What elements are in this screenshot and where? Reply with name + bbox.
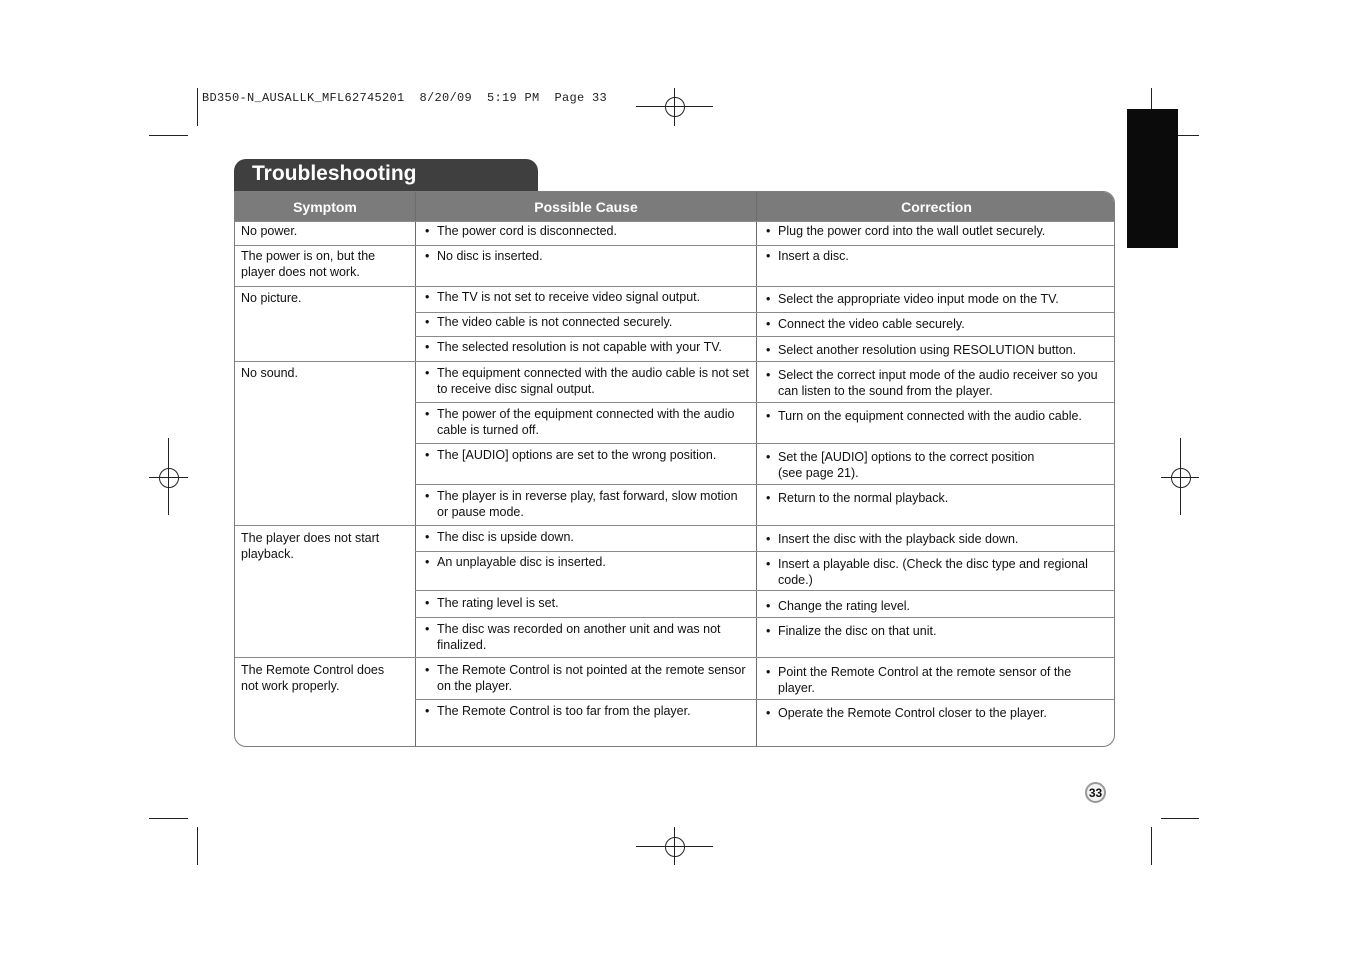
crop-mark <box>197 827 198 865</box>
crop-mark <box>149 818 188 819</box>
correction-item: • Select the appropriate video input mode on the TV. <box>763 291 1112 307</box>
cause-item: • No disc is inserted. <box>422 248 752 264</box>
registration-circle <box>665 97 685 117</box>
troubleshooting-table <box>234 191 1115 747</box>
print-slug: BD350-N_AUSALLK_MFL62745201 8/20/09 5:19 PM Page 33 <box>202 91 608 105</box>
crop-mark <box>197 88 198 126</box>
correction-item: • Return to the normal playback. <box>763 490 1112 506</box>
correction-item: • Select another resolution using RESOLUTION button. <box>763 342 1112 358</box>
page-number: 33 <box>1085 782 1106 803</box>
correction-item: • Operate the Remote Control closer to the player. <box>763 705 1112 721</box>
symptom-cell: The power is on, but the player does not work. <box>241 249 376 279</box>
correction-item: • Insert a disc. <box>763 248 1112 264</box>
subrow-divider <box>415 699 1114 700</box>
subrow-divider <box>415 443 1114 444</box>
header-symptom: Symptom <box>235 192 415 222</box>
row-divider <box>235 286 1114 287</box>
symptom-cell: No sound. <box>241 366 298 380</box>
symptom-cell: No power. <box>241 224 298 238</box>
cause-item: • The video cable is not connected securely. <box>422 314 752 330</box>
header-cause: Possible Cause <box>416 192 756 222</box>
subrow-divider <box>415 484 1114 485</box>
registration-circle <box>159 468 179 488</box>
cause-item: • An unplayable disc is inserted. <box>422 554 752 570</box>
correction-item: • Finalize the disc on that unit. <box>763 623 1112 639</box>
cause-item: • The selected resolution is not capable with your TV. <box>422 339 752 355</box>
row-divider <box>235 245 1114 246</box>
column-divider <box>415 192 416 746</box>
row-divider <box>235 221 1114 222</box>
cause-item: • The disc is upside down. <box>422 529 752 545</box>
correction-item: • Connect the video cable securely. <box>763 316 1112 332</box>
correction-item: • Change the rating level. <box>763 598 1112 614</box>
chapter-tab <box>1127 109 1178 248</box>
subrow-divider <box>415 551 1114 552</box>
correction-item: • Plug the power cord into the wall outlet securely. <box>763 223 1112 239</box>
registration-circle <box>665 837 685 857</box>
cause-item: • The Remote Control is not pointed at the remote sensor on the player. <box>422 662 752 694</box>
cause-item: • The TV is not set to receive video signal output. <box>422 289 752 305</box>
cause-item: • The power cord is disconnected. <box>422 223 752 239</box>
subrow-divider <box>415 336 1114 337</box>
subrow-divider <box>415 402 1114 403</box>
cause-item: • The disc was recorded on another unit and was not finalized. <box>422 621 737 653</box>
correction-item: • Turn on the equipment connected with the audio cable. <box>763 408 1112 424</box>
correction-item: • Point the Remote Control at the remote sensor of the player. <box>763 664 1093 696</box>
correction-item: • Insert the disc with the playback side down. <box>763 531 1112 547</box>
symptom-cell: No picture. <box>241 291 302 305</box>
subrow-divider <box>415 617 1114 618</box>
page-title: Troubleshooting <box>252 162 417 185</box>
subrow-divider <box>415 312 1114 313</box>
row-divider <box>235 657 1114 658</box>
symptom-cell: The player does not start playback. <box>241 531 380 561</box>
correction-item: • Insert a playable disc. (Check the disc type and regional code.) <box>763 556 1112 588</box>
cause-item: • The power of the equipment connected with the audio cable is turned off. <box>422 406 752 438</box>
registration-circle <box>1171 468 1191 488</box>
subrow-divider <box>415 590 1114 591</box>
cause-item: • The Remote Control is too far from the player. <box>422 703 752 719</box>
cause-item: • The rating level is set. <box>422 595 752 611</box>
column-divider <box>756 192 757 746</box>
crop-mark <box>1151 827 1152 865</box>
row-divider <box>235 361 1114 362</box>
row-divider <box>235 525 1114 526</box>
cause-item: • The [AUDIO] options are set to the wrong position. <box>422 447 752 463</box>
header-correction: Correction <box>757 192 1115 222</box>
correction-item: • Select the correct input mode of the audio receiver so you can listen to the sound from the player. <box>763 367 1112 399</box>
cause-item: • The player is in reverse play, fast forward, slow motion or pause mode. <box>422 488 752 520</box>
cause-item: • The equipment connected with the audio cable is not set to receive disc signal output. <box>422 365 752 397</box>
correction-item: • Set the [AUDIO] options to the correct position (see page 21). <box>763 449 1053 481</box>
crop-mark <box>1161 818 1199 819</box>
symptom-cell: The Remote Control does not work properly. <box>241 663 385 693</box>
crop-mark <box>149 135 188 136</box>
